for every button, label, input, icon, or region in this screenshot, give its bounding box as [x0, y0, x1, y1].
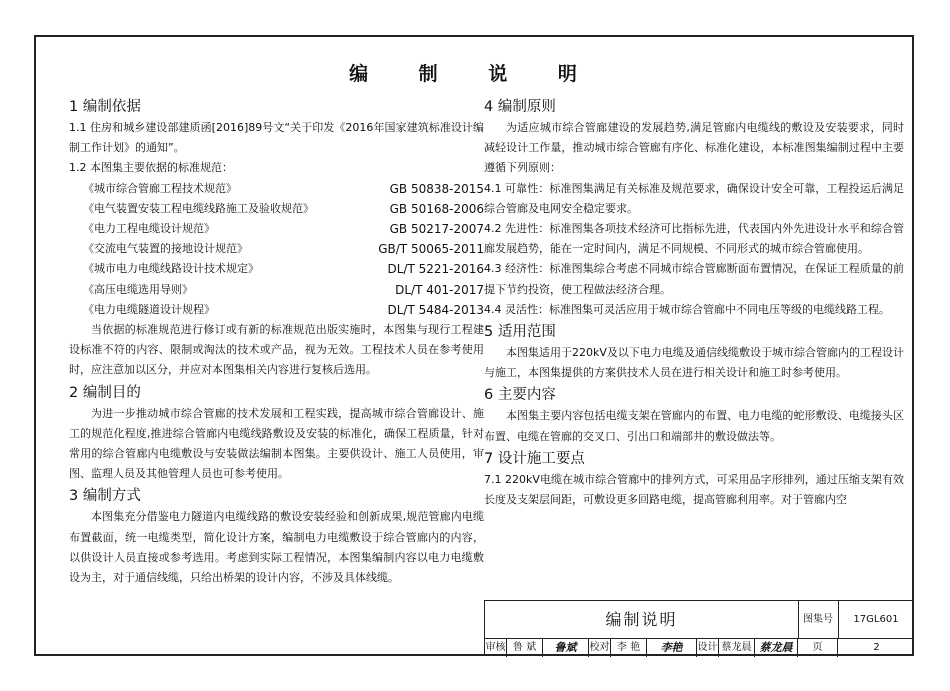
standard-row	[69, 300, 484, 320]
section-1-title: 1 编制依据	[69, 99, 141, 115]
standard-name: 《城市电力电缆线路设计技术规定》	[83, 262, 259, 276]
atlas-number: 17GL601	[853, 614, 899, 625]
section-3-title: 3 编制方式	[69, 488, 141, 505]
reviewer-signature: 鲁斌	[543, 638, 589, 657]
section-1-para-1: 1.1 住房和城乡建设部建质函[2016]89号文“关于印发《2016年国家建筑标准设计编制工作计划》的通知”。	[69, 121, 484, 155]
section-4-item-2: 4.2 先进性：标准图集各项技术经济可比指标先进，代表国内外先进设计水平和综合管廊发展趋势，能在一定时间内，满足不同规模、不同形式的城市综合管廊使用。	[484, 222, 904, 256]
section-4-title: 4 编制原则	[484, 99, 556, 115]
section-1-para-3: 当依据的标准规范进行修订或有新的标准规范出版实施时，本图集与现行工程建设标准不符的内容、限制或淘汰的技术或产品，视为无效。工程技术人员在参考使用时，应注意加以区分，并应对本图集相关内容进行复核后选用。	[69, 323, 484, 377]
standard-row	[69, 280, 484, 300]
section-4-intro: 为适应城市综合管廊建设的发展趋势,满足管廊内电缆线的敷设及安装要求，同时减轻设计工作量，推动城市综合管廊有序化、标准化建设，本标准图集编制过程中主要遵循下列原则：	[484, 121, 904, 175]
section-4-item-3: 4.3 经济性：标准图集综合考虑不同城市综合管廊断面布置情况，在保证工程质量的前提下节约投资，使工程做法经济合理。	[484, 262, 904, 296]
standard-name: 《交流电气装置的接地设计规范》	[83, 242, 248, 256]
standard-row	[69, 199, 484, 219]
standard-name: 《电力电缆隧道设计规程》	[83, 302, 215, 316]
title-block	[484, 600, 914, 656]
standard-name: 《高压电缆选用导则》	[83, 282, 193, 296]
section-3-para: 本图集充分借鉴电力隧道内电缆线路的敷设安装经验和创新成果,规范管廊内电缆布置截面，统一电缆类型，简化设计方案，编制电力电缆敷设于综合管廊内的内容，以供设计人员直接或参考选用。考虑到实际工程情况，本图集编制内容以电力电缆敷设为主，对于通信线缆，只给出桥架的设计内容，不涉及具体线缆。	[69, 510, 484, 585]
section-1-para-2: 1.2 本图集主要依据的标准规范：	[69, 161, 233, 175]
right-column	[484, 95, 904, 510]
standard-code: DL/T 5221-2016	[387, 262, 484, 277]
standard-row	[69, 259, 484, 279]
section-7-para: 7.1 220kV电缆在城市综合管廊中的排列方式，可采用品字形排列，通过压缩支架有效长度及支架层间距，可敷设更多回路电缆，提高管廊利用率。对于管廊内空	[484, 472, 904, 507]
section-7-title: 7 设计施工要点	[484, 450, 585, 467]
standard-row	[69, 179, 484, 199]
section-6-para: 本图集主要内容包括电缆支架在管廊内的布置、电力电缆的蛇形敷设、电缆接头区布置、电缆在管廊的交叉口、引出口和端部井的敷设做法等。	[484, 409, 904, 443]
standard-code: DL/T 5484-2013	[387, 302, 484, 317]
standard-code: DL/T 401-2017	[395, 282, 484, 297]
checker-name: 李 艳	[611, 638, 647, 657]
standard-code: GB 50838-2015	[389, 181, 484, 196]
design-label: 设计	[697, 638, 719, 657]
section-5-para: 本图集适用于220kV及以下电力电缆及通信线缆敷设于城市综合管廊内的工程设计与施工，本图集提供的方案供技术人员在进行相关设计和施工时参考使用。	[484, 346, 904, 380]
page-label: 页	[798, 638, 838, 657]
page-number: 2	[873, 642, 880, 653]
standard-name: 《城市综合管廊工程技术规范》	[83, 181, 237, 195]
designer-signature: 蔡龙晨	[755, 638, 798, 657]
check-label: 校对	[589, 638, 611, 657]
standard-name: 《电力工程电缆设计规范》	[83, 222, 215, 236]
standards-list	[69, 179, 484, 320]
standard-name: 《电气装置安装工程电缆线路施工及验收规范》	[83, 201, 314, 215]
title-block-top-row	[485, 601, 914, 639]
standard-code: GB 50168-2006	[389, 201, 484, 216]
standard-code: GB/T 50065-2011	[378, 242, 484, 257]
review-label: 审核	[485, 638, 507, 657]
section-6-title: 6 主要内容	[484, 387, 556, 404]
designer-name: 蔡龙晨	[719, 638, 755, 657]
section-4-item-1: 4.1 可靠性：标准图集满足有关标准及规范要求，确保设计安全可靠，工程投运后满足综合管廊及电网安全稳定要求。	[484, 181, 904, 215]
reviewer-name: 鲁 斌	[507, 638, 543, 657]
section-2-para: 为进一步推动城市综合管廊的技术发展和工程实践，提高城市综合管廊设计、施工的规范化程度,推进综合管廊内电缆线路敷设及安装的标准化，确保工程质量，针对常用的综合管廊内电缆敷设与安装做法编制本图集。主要供设计、施工人员使用，审图、监理人员及其他管理人员也可参考使用。	[69, 406, 484, 481]
atlas-number-label: 图集号	[798, 601, 839, 638]
standard-row	[69, 239, 484, 259]
standard-row	[69, 219, 484, 239]
title-block-signature-row	[485, 638, 914, 657]
standard-code: GB 50217-2007	[389, 222, 484, 237]
section-5-title: 5 适用范围	[484, 324, 556, 341]
checker-signature: 李艳	[647, 638, 697, 657]
drawing-sheet	[34, 35, 914, 656]
drawing-name: 编制说明	[485, 601, 799, 638]
section-4-item-4: 4.4 灵活性：标准图集可灵活应用于城市综合管廊中不同电压等级的电缆线路工程。	[484, 302, 890, 316]
section-2-title: 2 编制目的	[69, 384, 141, 401]
page-title: 编 制 说 明	[349, 63, 599, 85]
left-column	[69, 95, 484, 588]
